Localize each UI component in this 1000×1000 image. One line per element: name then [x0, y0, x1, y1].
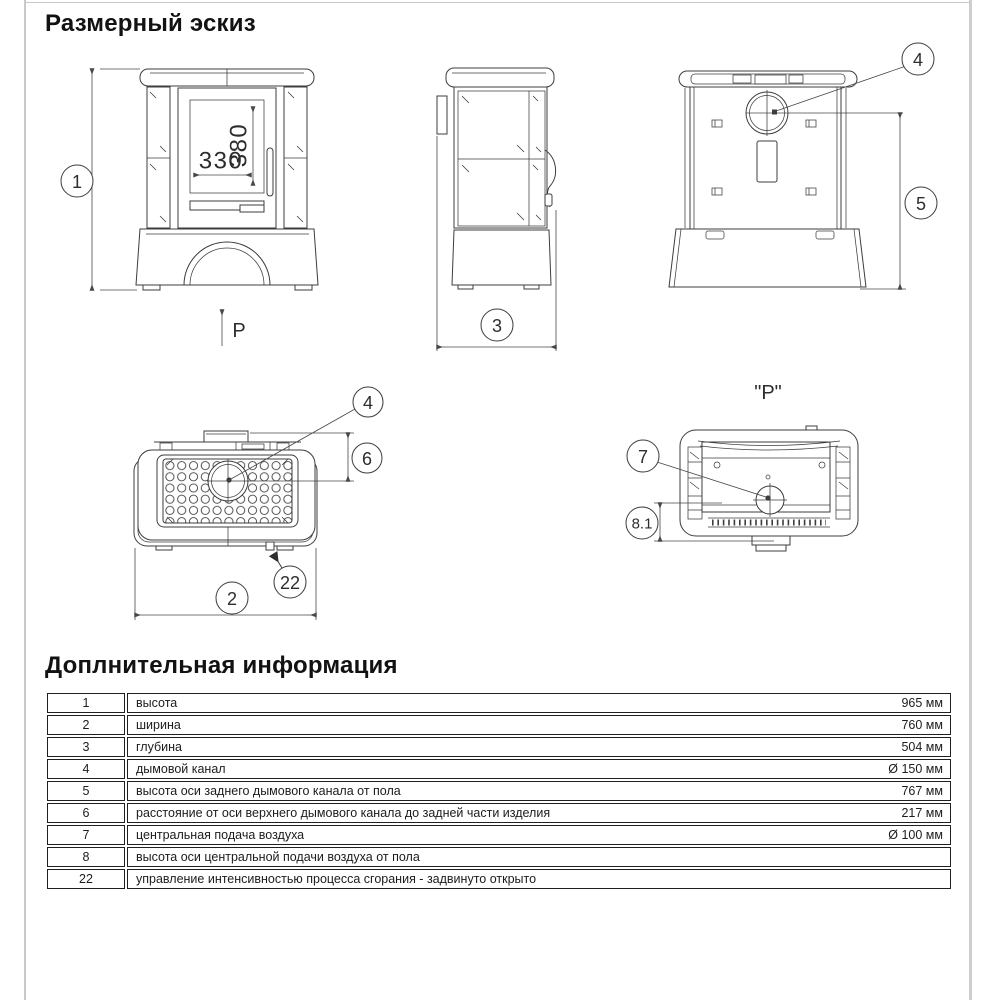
table-row: [47, 715, 951, 735]
table-row: [47, 803, 951, 823]
row-value: 965 мм: [901, 696, 943, 710]
row-value: 767 мм: [901, 784, 943, 798]
row-number: 4: [47, 759, 125, 779]
info-section-title: Доплнительная информация: [45, 652, 398, 679]
row-description: высота оси центральной подачи воздуха от пола: [136, 850, 420, 864]
row-number: 3: [47, 737, 125, 757]
row-description: ширина: [136, 718, 181, 732]
svg-text:3: 3: [491, 316, 503, 336]
row-description: высота оси заднего дымового канала от пола: [136, 784, 401, 798]
dim-380: 380: [225, 122, 253, 168]
svg-text:7: 7: [637, 447, 649, 467]
row-number: 8: [47, 847, 125, 867]
side-view-drawing: [437, 68, 556, 351]
row-value: 760 мм: [901, 718, 943, 732]
view-p-title: "P": [754, 382, 782, 404]
balloon-5-flue-height: [905, 187, 937, 219]
row-description: дымовой канал: [136, 762, 226, 776]
table-row: [47, 737, 951, 757]
row-value: Ø 100 мм: [888, 828, 943, 842]
row-number: 2: [47, 715, 125, 735]
front-view-drawing: [61, 69, 318, 346]
row-value: Ø 150 мм: [888, 762, 943, 776]
svg-text:22: 22: [279, 573, 301, 593]
row-description: высота: [136, 696, 178, 710]
table-row: [47, 693, 951, 713]
row-description: глубина: [136, 740, 182, 754]
back-view-drawing: [669, 43, 937, 289]
row-number: 1: [47, 693, 125, 713]
additional-info-table: [45, 691, 953, 891]
table-row: [47, 847, 951, 867]
row-description: управление интенсивностью процесса сгорания - задвинуто открыто: [136, 872, 537, 886]
table-row: [47, 825, 951, 845]
dim-330: 330: [198, 147, 244, 175]
row-number: 6: [47, 803, 125, 823]
row-number: 5: [47, 781, 125, 801]
row-value: 217 мм: [901, 806, 943, 820]
balloon-4-flue-top: [353, 387, 383, 417]
svg-text:8.1: 8.1: [631, 515, 653, 533]
direction-label-p: P: [232, 320, 246, 342]
svg-text:1: 1: [71, 172, 83, 192]
balloon-6-rear-distance: [352, 443, 382, 473]
svg-text:5: 5: [915, 194, 927, 214]
row-description: расстояние от оси верхнего дымового канала до задней части изделия: [136, 806, 551, 820]
balloon-7-air-supply: [627, 440, 659, 472]
svg-text:4: 4: [362, 393, 374, 413]
row-number: 22: [47, 869, 125, 889]
row-number: 7: [47, 825, 125, 845]
table-row: [47, 869, 951, 889]
balloon-2-width: [216, 582, 248, 614]
svg-text:2: 2: [226, 589, 238, 609]
table-row: [47, 781, 951, 801]
row-value: 504 мм: [901, 740, 943, 754]
svg-text:4: 4: [912, 50, 924, 70]
balloon-4-flue-back: [902, 43, 934, 75]
balloon-8-1-air-height: [626, 507, 658, 539]
bottom-view-drawing: [626, 382, 858, 551]
table-row: [47, 759, 951, 779]
row-description: центральная подача воздуха: [136, 828, 305, 842]
balloon-22-control: [274, 566, 306, 598]
svg-text:6: 6: [361, 449, 373, 469]
balloon-3-depth: [481, 309, 513, 341]
top-view-drawing: [134, 387, 383, 620]
balloon-1-height: [61, 165, 93, 197]
page-title: Размерный эскиз: [45, 10, 256, 37]
